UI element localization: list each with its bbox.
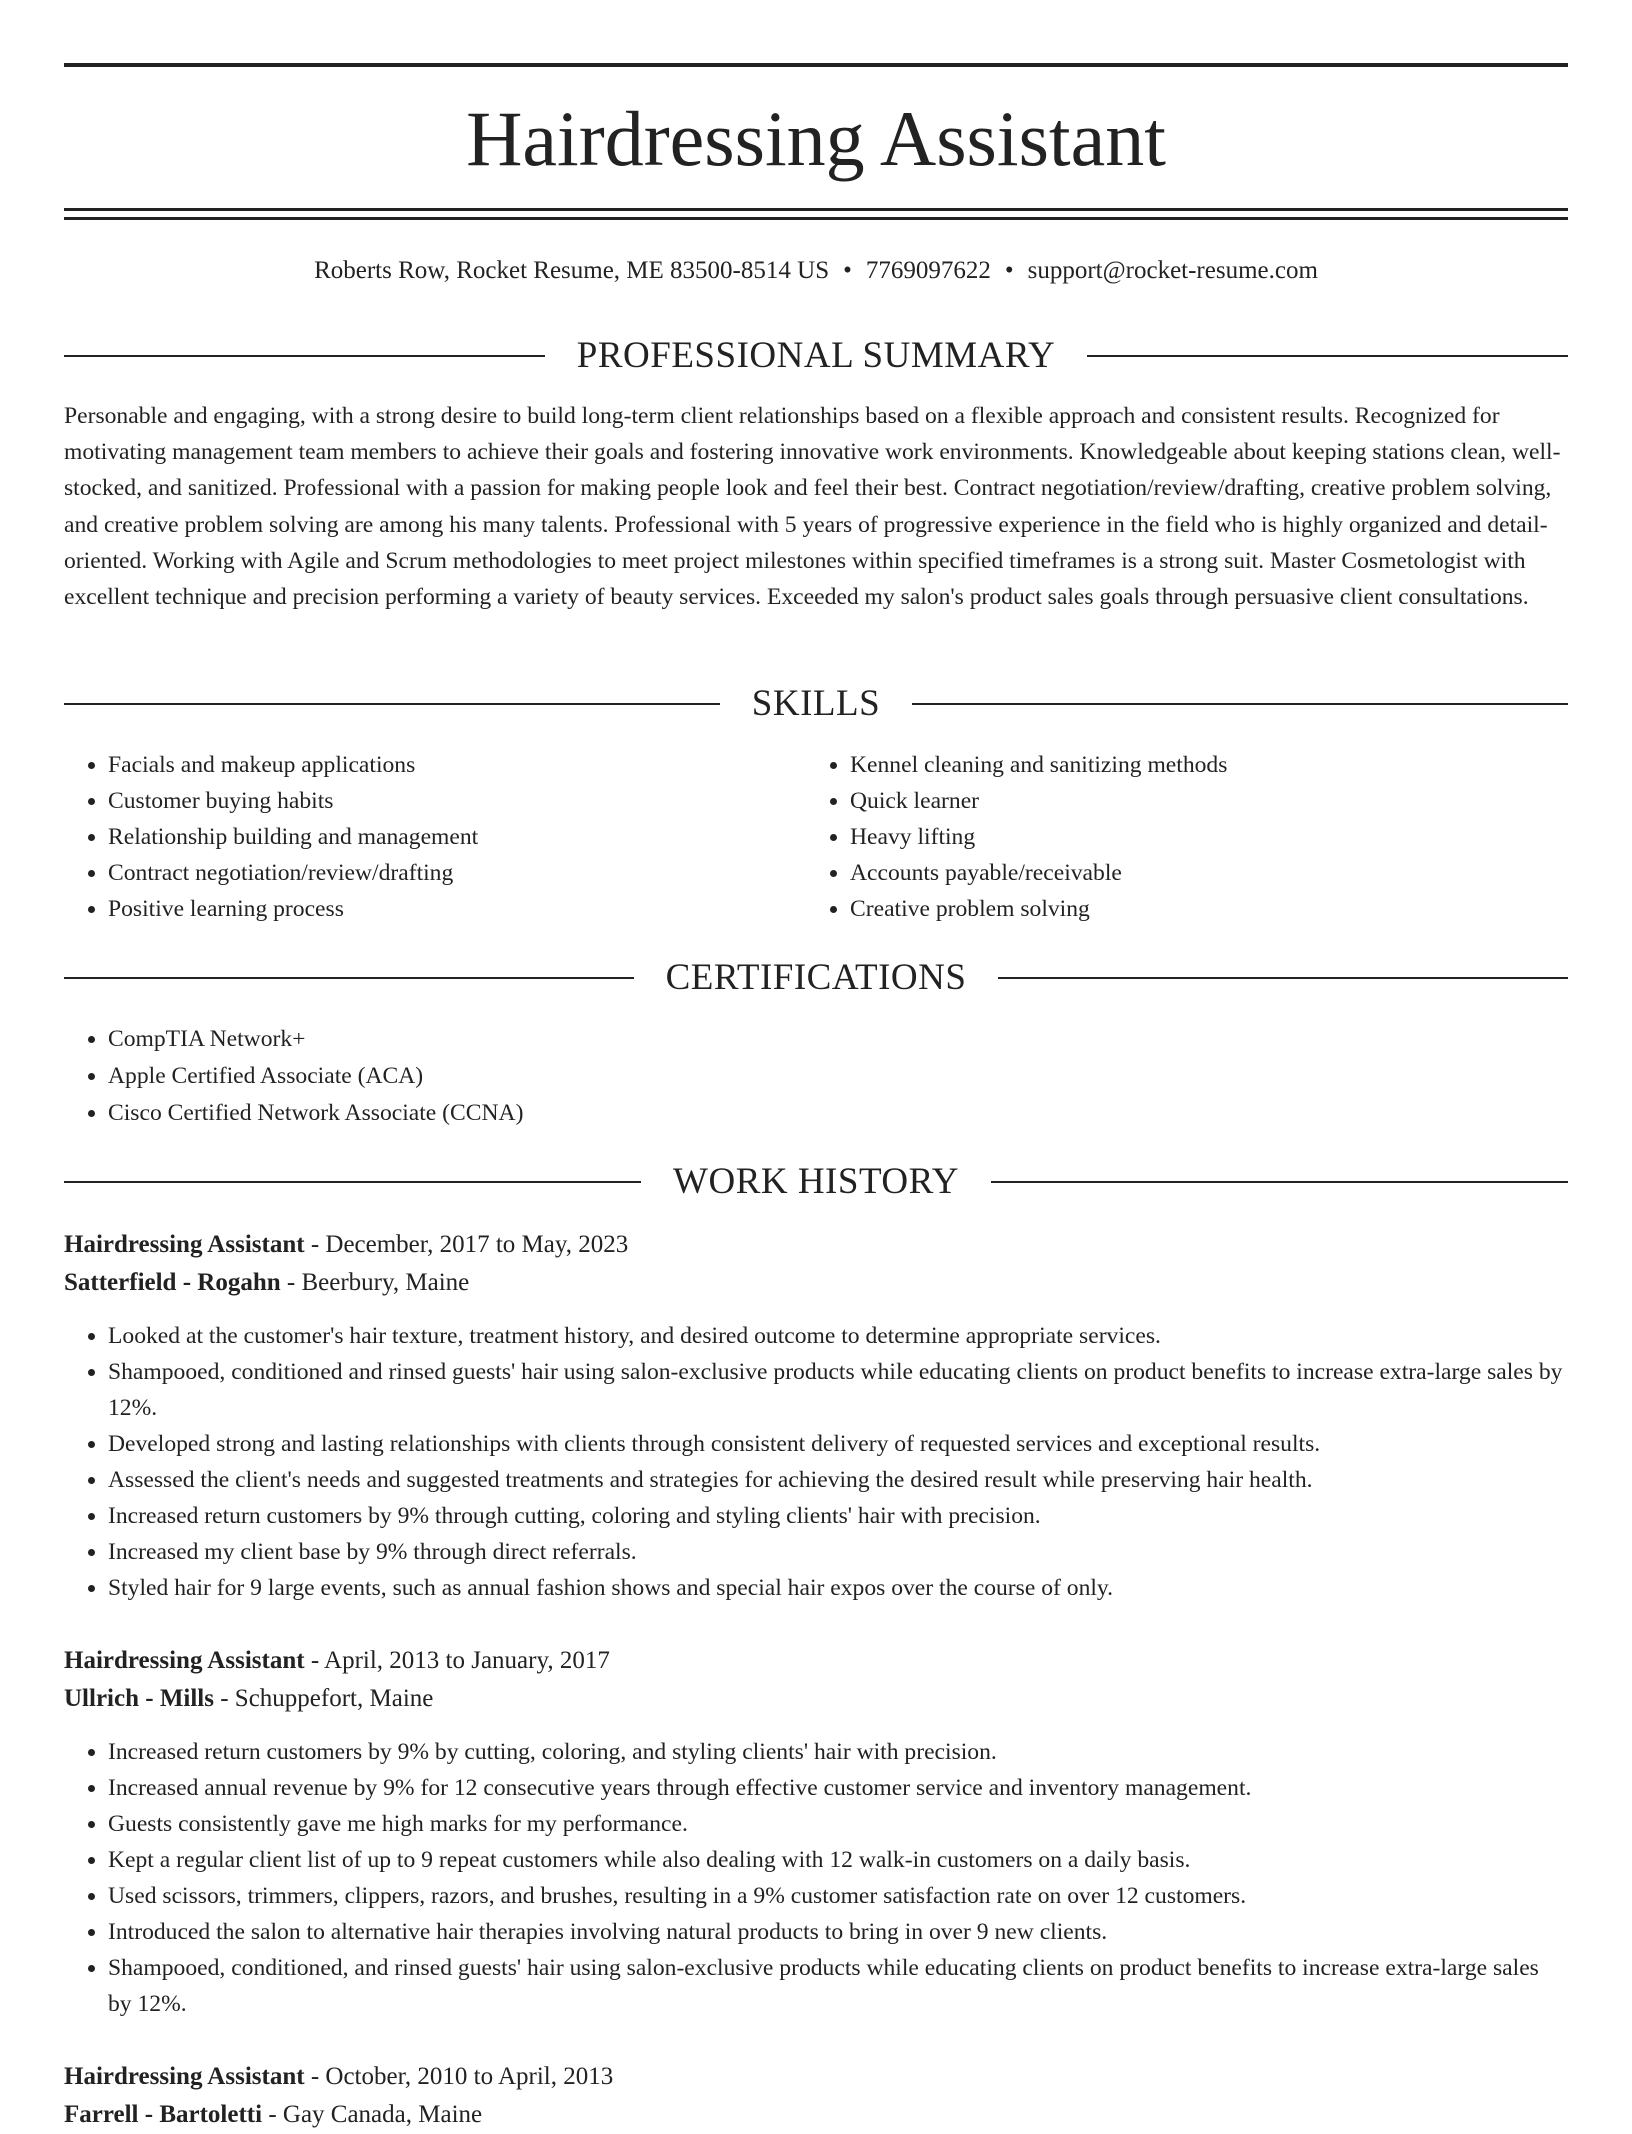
job-title: Hairdressing Assistant (64, 1231, 305, 1258)
job-dates: - October, 2010 to April, 2013 (304, 2063, 614, 2090)
certification-item: • Cisco Certified Network Associate (CCNA) (108, 1095, 1568, 1132)
job-location: - Gay Canada, Maine (262, 2101, 483, 2128)
skill-item: • Customer buying habits (108, 783, 764, 819)
job-duty: • Assessed the client's needs and suggested treatments and strategies for achieving the desired result while preserving hair health. (108, 1462, 1568, 1498)
skill-item: • Relationship building and management (108, 819, 764, 855)
summary-heading: PROFESSIONAL SUMMARY (576, 335, 1056, 376)
certification-item: • CompTIA Network+ (108, 1021, 1568, 1058)
divider-line (64, 977, 634, 979)
contact-address: Roberts Row, Rocket Resume, ME 83500-8514 US (314, 257, 830, 284)
skills-heading: SKILLS (751, 683, 881, 724)
job-duty: • Used scissors, trimmers, clippers, razors, and brushes, resulting in a 9% customer satisfaction rate on over 12 customers. (108, 1878, 1568, 1914)
contact-line (64, 254, 1568, 288)
skill-item: • Creative problem solving (850, 891, 1506, 927)
job-duty: • Kept a regular client list of up to 9 repeat customers while also dealing with 12 walk-in customers on a daily basis. (108, 1842, 1568, 1878)
skills-left-column (64, 747, 764, 927)
job-title-line (64, 2058, 1568, 2096)
job-duty: • Shampooed, conditioned and rinsed guests' hair using salon-exclusive products while educating clients on product benefits to increase extra-large sales by 12%. (108, 1354, 1568, 1426)
job-duty: • Styled hair for 9 large events, such as annual fashion shows and special hair expos over the course of only. (108, 1570, 1568, 1606)
job-location: - Schuppefort, Maine (213, 1685, 434, 1712)
double-rule (64, 208, 1568, 220)
contact-separator: • (1004, 257, 1014, 284)
skills-list-left (64, 747, 764, 927)
job-company: Farrell - Bartoletti (64, 2101, 263, 2128)
work-history-section-header (64, 1160, 1568, 1204)
job-duty: • Developed strong and lasting relationships with clients through consistent delivery of requested services and exceptional results. (108, 1426, 1568, 1462)
certifications-heading: CERTIFICATIONS (665, 957, 967, 998)
resume-title: Hairdressing Assistant (466, 95, 1166, 182)
job-duty: • Shampooed, conditioned, and rinsed guests' hair using salon-exclusive products while educating clients on product benefits to increase extra-large sales by 12%. (108, 1950, 1568, 2022)
contact-phone: 7769097622 (865, 257, 991, 284)
job-company-line (64, 1264, 1568, 1302)
job-duty: • Introduced the salon to alternative hair therapies involving natural products to bring in over 9 new clients. (108, 1914, 1568, 1950)
job-location: - Beerbury, Maine (280, 1269, 470, 1296)
job-duty: • Increased return customers by 9% by cutting, coloring, and styling clients' hair with precision. (108, 1734, 1568, 1770)
divider-line (1087, 355, 1568, 357)
job-entry (64, 1642, 1568, 2022)
job-company-line (64, 1680, 1568, 1718)
job-company-line (64, 2096, 1568, 2134)
certifications-list (64, 1021, 1568, 1132)
divider-line (64, 355, 545, 357)
job-dates: - December, 2017 to May, 2023 (304, 1231, 629, 1258)
divider-line (64, 1181, 641, 1183)
certifications-section-header (64, 956, 1568, 1000)
job-title: Hairdressing Assistant (64, 1647, 305, 1674)
divider-line (998, 977, 1568, 979)
contact-email: support@rocket-resume.com (1027, 257, 1318, 284)
summary-section-header (64, 334, 1568, 378)
job-company: Satterfield - Rogahn (64, 1269, 281, 1296)
job-title-line (64, 1226, 1568, 1264)
certification-item: • Apple Certified Associate (ACA) (108, 1058, 1568, 1095)
job-entry (64, 2058, 1568, 2134)
skills-list-right (806, 747, 1506, 927)
skill-item: • Kennel cleaning and sanitizing methods (850, 747, 1506, 783)
work-history-heading: WORK HISTORY (673, 1161, 959, 1202)
skills-right-column (806, 747, 1506, 927)
job-duty: • Looked at the customer's hair texture, treatment history, and desired outcome to determine appropriate services. (108, 1318, 1568, 1354)
job-duty: • Increased my client base by 9% through direct referrals. (108, 1534, 1568, 1570)
skills-section-header (64, 682, 1568, 726)
skill-item: • Quick learner (850, 783, 1506, 819)
job-duties-list (64, 1734, 1568, 2022)
job-dates: - April, 2013 to January, 2017 (304, 1647, 610, 1674)
divider-line (64, 703, 720, 705)
skill-item: • Facials and makeup applications (108, 747, 764, 783)
contact-separator: • (843, 257, 852, 284)
skill-item: • Positive learning process (108, 891, 764, 927)
divider-line (912, 703, 1568, 705)
job-title-line (64, 1642, 1568, 1680)
job-duty: • Increased annual revenue by 9% for 12 consecutive years through effective customer service and inventory management. (108, 1770, 1568, 1806)
summary-text: Personable and engaging, with a strong desire to build long-term client relationships based on a flexible approach and consistent results. Recognized for motivating management team members to achieve their goals and fostering innovative work environments. Knowledgeable about keeping stations clean, well-stocked, and sanitized. Professional with a passion for making people look and feel their best. Contract negotiation/review/drafting, creative problem solving, and creative problem solving are among his many talents. Professional with 5 years of progressive experience in the field who is highly organized and detail-oriented. Working with Agile and Scrum methodologies to meet project milestones within specified timeframes is a strong suit. Master Cosmetologist with excellent technique and precision performing a variety of beauty services. Exceeded my salon's product sales goals through persuasive client consultations. (64, 403, 1561, 611)
skill-item: • Contract negotiation/review/drafting (108, 855, 764, 891)
divider-line (991, 1181, 1568, 1183)
certifications-block (64, 1021, 1568, 1132)
job-duty: • Increased return customers by 9% through cutting, coloring and styling clients' hair with precision. (108, 1498, 1568, 1534)
skill-item: • Heavy lifting (850, 819, 1506, 855)
job-company: Ullrich - Mills (64, 1685, 214, 1712)
job-duty: • Guests consistently gave me high marks for my performance. (108, 1806, 1568, 1842)
job-duties-list (64, 1318, 1568, 1606)
job-title: Hairdressing Assistant (64, 2063, 305, 2090)
skill-item: • Accounts payable/receivable (850, 855, 1506, 891)
job-entry (64, 1226, 1568, 1606)
top-rule (64, 63, 1568, 67)
